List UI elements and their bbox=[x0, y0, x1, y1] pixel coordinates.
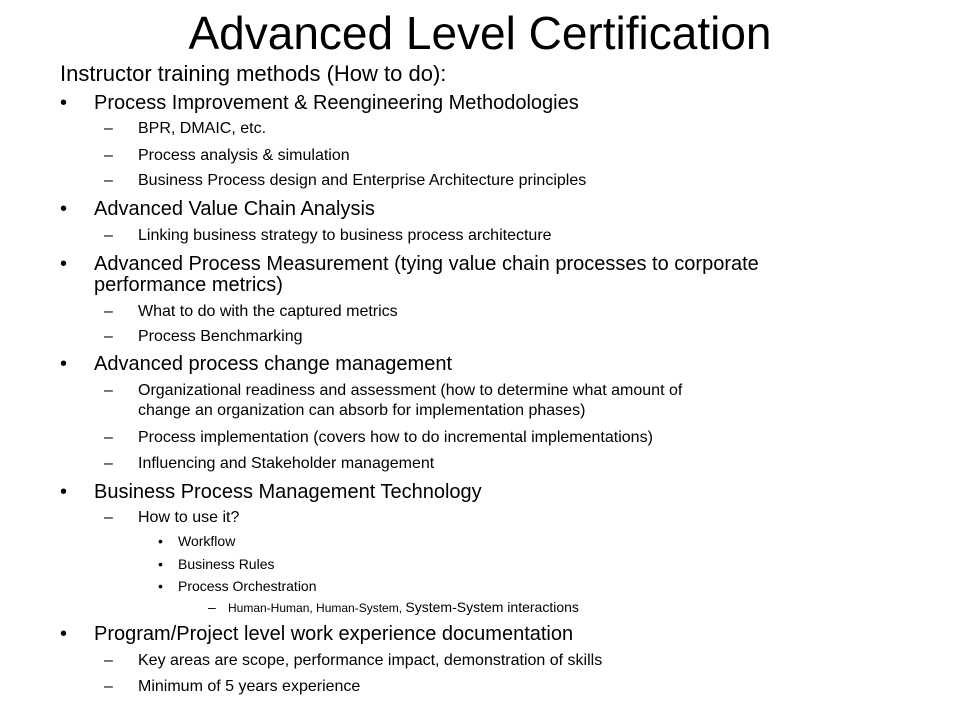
bullet-text: Advanced process change management bbox=[94, 353, 453, 375]
sub-item bbox=[104, 146, 350, 166]
bullet-item bbox=[60, 481, 482, 503]
sub-item bbox=[104, 428, 653, 448]
sub-sub-item bbox=[158, 532, 236, 550]
slide-subtitle: Instructor training methods (How to do): bbox=[60, 61, 447, 86]
sub-item-text: Key areas are scope, performance impact, demonstration of skills bbox=[138, 652, 603, 669]
sub-item bbox=[104, 171, 587, 191]
bullet-item bbox=[60, 92, 579, 114]
bullet-marker: • bbox=[60, 253, 68, 275]
dash-marker: – bbox=[104, 429, 113, 446]
bullet-marker: • bbox=[60, 623, 68, 645]
sub-item-text: Process implementation (covers how to do incremental implementations) bbox=[138, 429, 653, 446]
dash-marker: – bbox=[208, 599, 216, 615]
bullet-marker: • bbox=[158, 578, 163, 594]
sub-item bbox=[104, 119, 267, 139]
bullet-text: Advanced Value Chain Analysis bbox=[94, 198, 375, 220]
dash-marker: – bbox=[104, 652, 113, 669]
sub-item-text: Process analysis & simulation bbox=[138, 147, 350, 164]
bullet-item bbox=[60, 253, 759, 275]
dash-marker: – bbox=[104, 509, 113, 526]
bullet-marker: • bbox=[60, 92, 68, 114]
sub-item-text: Influencing and Stakeholder management bbox=[138, 455, 435, 472]
sub-item-text: change an organization can absorb for implementation phases) bbox=[138, 402, 586, 419]
sub-item-text: Linking business strategy to business process architecture bbox=[138, 227, 552, 244]
sub-sub-sub-item-text: Human-Human, Human-System, bbox=[228, 601, 406, 615]
bullet-text: Program/Project level work experience documentation bbox=[94, 623, 574, 645]
sub-sub-sub-item-text-large: System-System interactions bbox=[405, 599, 579, 615]
sub-item-text: How to use it? bbox=[138, 509, 240, 526]
bullet-text: Business Process Management Technology bbox=[94, 481, 482, 503]
sub-sub-item-text: Workflow bbox=[178, 533, 236, 549]
sub-item-text: Business Process design and Enterprise Architecture principles bbox=[138, 172, 587, 189]
dash-marker: – bbox=[104, 328, 113, 345]
sub-item bbox=[104, 226, 552, 246]
sub-item bbox=[104, 302, 398, 322]
bullet-marker: • bbox=[158, 533, 163, 549]
dash-marker: – bbox=[104, 227, 113, 244]
sub-sub-sub-item bbox=[208, 598, 579, 617]
sub-item bbox=[104, 508, 240, 528]
bullet-marker: • bbox=[158, 556, 163, 572]
bullet-marker: • bbox=[60, 353, 68, 375]
bullet-text-continuation bbox=[94, 274, 283, 296]
dash-marker: – bbox=[104, 455, 113, 472]
sub-item-text: Organizational readiness and assessment (how to determine what amount of bbox=[138, 382, 683, 399]
sub-item-text: Minimum of 5 years experience bbox=[138, 678, 361, 695]
dash-marker: – bbox=[104, 678, 113, 695]
bullet-text: performance metrics) bbox=[94, 274, 283, 296]
bullet-item bbox=[60, 198, 375, 220]
sub-item bbox=[104, 381, 683, 401]
bullet-item bbox=[60, 623, 574, 645]
sub-item bbox=[104, 651, 603, 671]
dash-marker: – bbox=[104, 303, 113, 320]
sub-item-text: Process Benchmarking bbox=[138, 328, 303, 345]
dash-marker: – bbox=[104, 172, 113, 189]
sub-sub-item bbox=[158, 555, 275, 573]
sub-sub-item bbox=[158, 577, 317, 595]
dash-marker: – bbox=[104, 120, 113, 137]
sub-item bbox=[104, 327, 303, 347]
bullet-marker: • bbox=[60, 198, 68, 220]
slide-title: Advanced Level Certification bbox=[188, 7, 772, 59]
sub-item bbox=[104, 677, 361, 697]
bullet-text: Process Improvement & Reengineering Methodologies bbox=[94, 92, 579, 114]
bullet-marker: • bbox=[60, 481, 68, 503]
sub-sub-item-text: Business Rules bbox=[178, 556, 275, 572]
bullet-text: Advanced Process Measurement (tying value chain processes to corporate bbox=[94, 253, 759, 275]
dash-marker: – bbox=[104, 147, 113, 164]
sub-sub-item-text: Process Orchestration bbox=[178, 578, 317, 594]
sub-item-text: What to do with the captured metrics bbox=[138, 303, 398, 320]
sub-item bbox=[104, 454, 435, 474]
dash-marker: – bbox=[104, 382, 113, 399]
bullet-item bbox=[60, 353, 453, 375]
sub-item-text: BPR, DMAIC, etc. bbox=[138, 120, 267, 137]
sub-item-continuation bbox=[138, 401, 585, 421]
